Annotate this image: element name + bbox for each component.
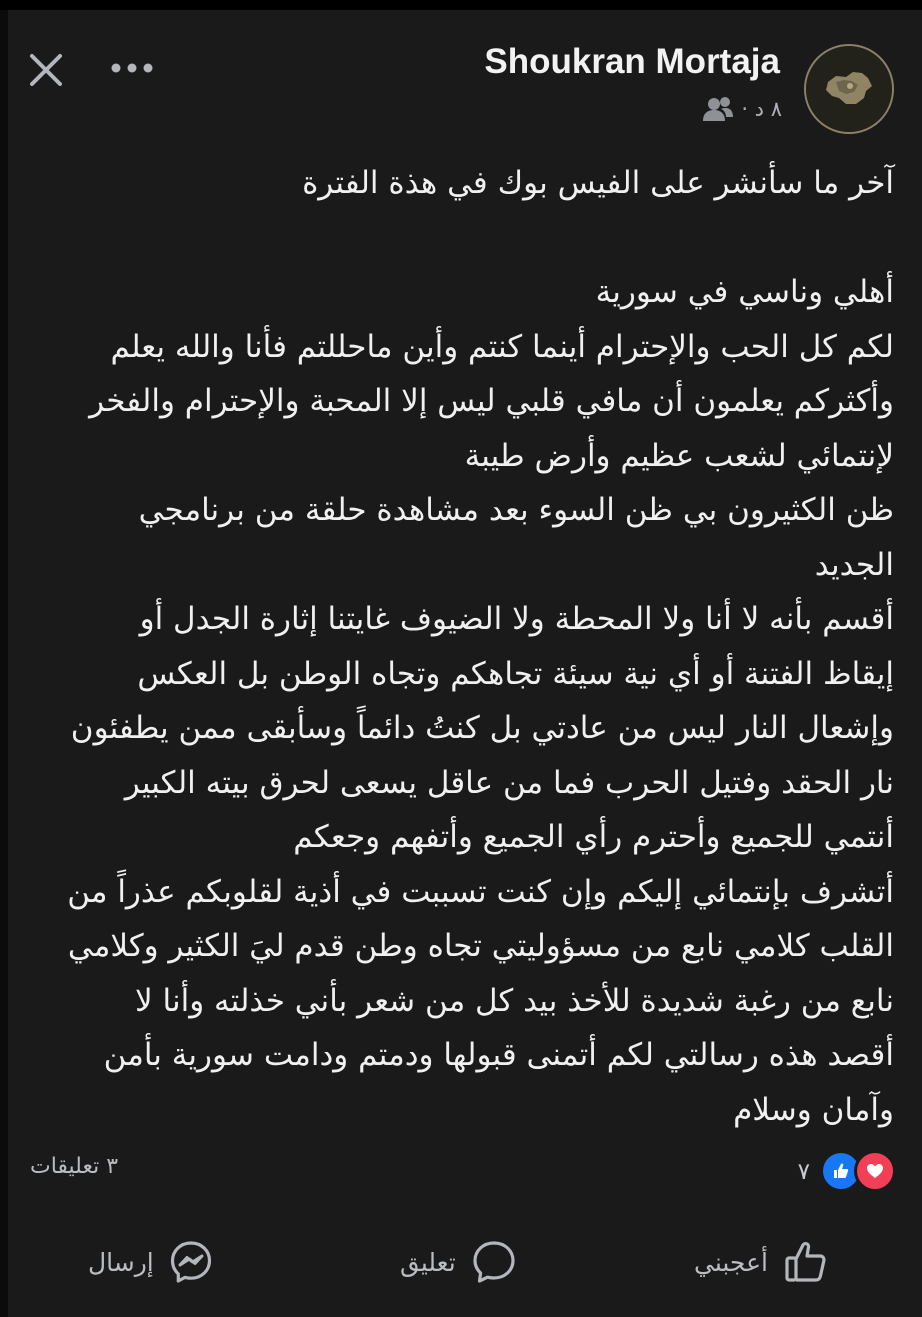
comment-icon (470, 1238, 518, 1286)
post-line: وآمان وسلام (733, 1091, 894, 1128)
post-line: القلب كلامي نابع من مسؤوليتي تجاه وطن قدم ليَ الكثير وكلامي (67, 928, 894, 964)
post-meta (703, 96, 782, 122)
reactions-summary[interactable] (798, 1150, 896, 1192)
post-line: لإنتمائي لشعب عظيم وأرض طيبة (464, 437, 894, 474)
post-line: آخر ما سأنشر على الفيس بوك في هذة الفترة (302, 165, 894, 201)
comment-label: تعليق (400, 1247, 456, 1277)
comments-count[interactable]: ٣ تعليقات (30, 1154, 119, 1179)
action-bar (0, 1222, 922, 1302)
like-label: أعجبني (694, 1247, 768, 1277)
post-line: وأكثركم يعلمون أن مافي قلبي ليس إلا المحبة والإحترام والفخر (89, 383, 894, 419)
reactions-count: ٧ (797, 1157, 810, 1184)
post-line: لكم كل الحب والإحترام أينما كنتم وأين ماحللتم فأنا والله يعلم (110, 328, 894, 365)
post-line: الجديد (814, 546, 894, 583)
like-button[interactable] (694, 1222, 830, 1302)
comment-button[interactable] (400, 1222, 518, 1302)
send-label: إرسال (88, 1247, 154, 1277)
post-line: وإشعال النار ليس من عادتي بل كنتُ دائماً وسأبقى ممن يطفئون (70, 710, 894, 746)
left-edge (0, 10, 8, 1317)
send-button[interactable] (88, 1222, 214, 1302)
post-line: نار الحقد وفتيل الحرب فما من عاقل يسعى لحرق بيته الكبير (124, 764, 894, 801)
close-button[interactable] (20, 44, 72, 96)
post-line: أقصد هذه رسالتي لكم أتمنى قبولها ودمتم ودامت سورية بأمن (103, 1037, 894, 1073)
post-line: ظن الكثيرون بي ظن السوء بعد مشاهدة حلقة من برنامجي (138, 492, 894, 528)
post-line: أنتمي للجميع وأحترم رأي الجميع وأتفهم وجعكم (293, 819, 894, 855)
post-line: إيقاظ الفتنة أو أي نية سيئة تجاهكم وتجاه الوطن بل العكس (137, 655, 894, 692)
post-time: ٨ د · (741, 97, 782, 121)
friends-icon (703, 96, 733, 122)
more-options-button[interactable] (100, 46, 164, 90)
messenger-icon (168, 1239, 214, 1285)
love-icon (854, 1150, 896, 1192)
avatar[interactable] (804, 44, 894, 134)
map-emblem-icon (806, 46, 892, 132)
post-line: نابع من رغبة شديدة للأخذ بيد كل من شعر بأني خذلته وأنا لا (134, 982, 894, 1019)
post-blank-line (28, 211, 894, 266)
post-line: أهلي وناسي في سورية (595, 274, 894, 310)
author-name[interactable]: Shoukran Mortaja (484, 42, 780, 81)
status-bar-edge (0, 0, 922, 10)
post-text (28, 156, 894, 1137)
close-icon (26, 50, 66, 90)
post-line: أقسم بأنه لا أنا ولا المحطة ولا الضيوف غايتنا إثارة الجدل أو (139, 601, 894, 637)
thumbs-up-icon (782, 1238, 830, 1286)
post-line: أتشرف بإنتمائي إليكم وإن كنت تسببت في أذية لقلوبكم عذراً من (67, 873, 894, 910)
more-dots-icon (110, 62, 154, 74)
